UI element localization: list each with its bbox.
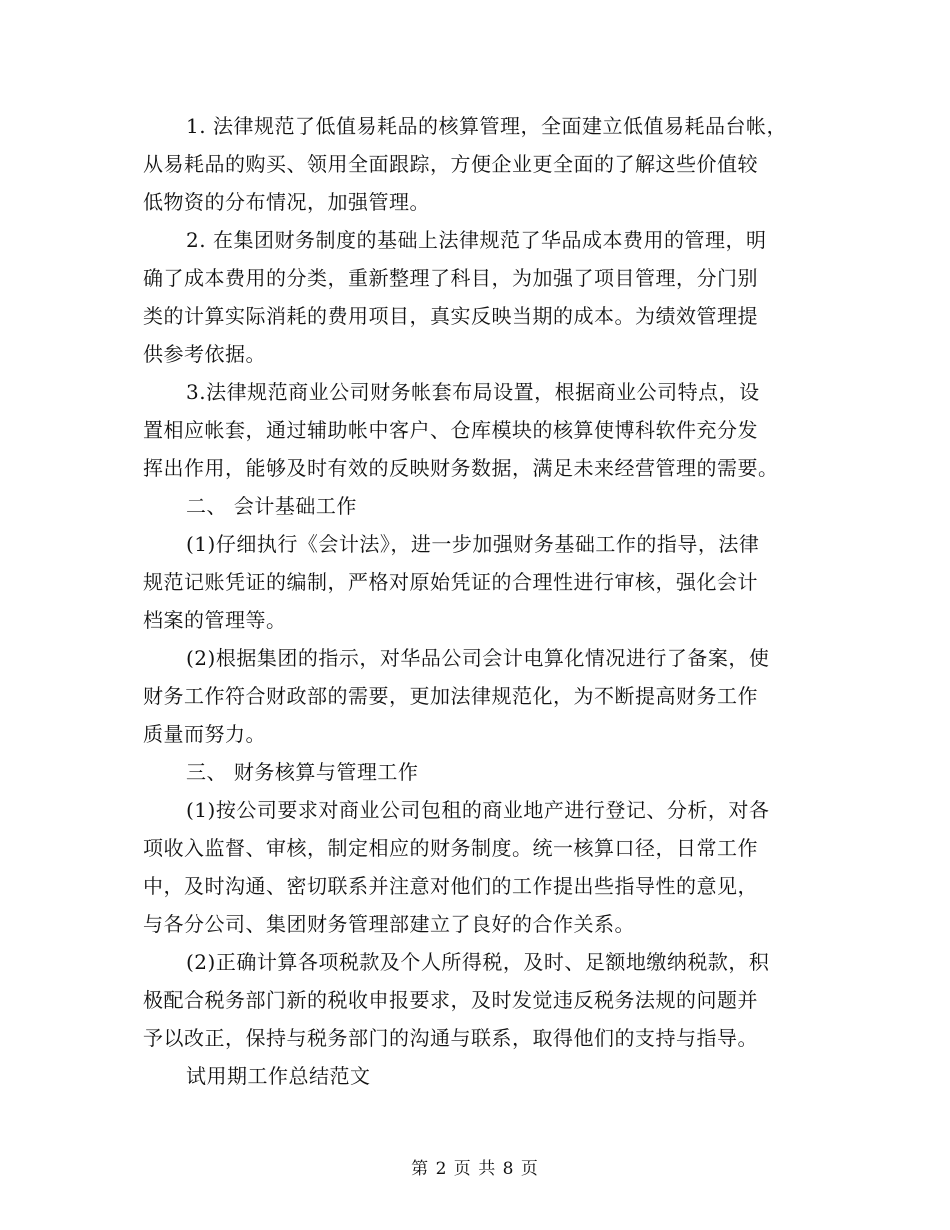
- paragraph-line: 中，及时沟通、密切联系并注意对他们的工作提出些指导性的意见，: [143, 874, 758, 898]
- paragraph-line: (1)仔细执行《会计法》，进一步加强财务基础工作的指导，法律: [186, 532, 760, 556]
- paragraph-line: 1. 法律规范了低值易耗品的核算管理，全面建立低值易耗品台帐，: [186, 114, 787, 138]
- paragraph-line: (2)根据集团的指示，对华品公司会计电算化情况进行了备案，使: [186, 646, 770, 670]
- paragraph-line: 极配合税务部门新的税收申报要求，及时发觉违反税务法规的问题并: [143, 988, 758, 1012]
- paragraph-line: (1)按公司要求对商业公司包租的商业地产进行登记、分析，对各: [186, 798, 770, 822]
- paragraph-line: (2)正确计算各项税款及个人所得税，及时、足额地缴纳税款，积: [186, 950, 770, 974]
- page-number: 第 2 页 共 8 页: [411, 1159, 539, 1179]
- paragraph-line: 与各分公司、集团财务管理部建立了良好的合作关系。: [143, 912, 635, 936]
- paragraph-line: 档案的管理等。: [143, 608, 287, 632]
- paragraph-line: 质量而努力。: [143, 722, 266, 746]
- closing-title: 试用期工作总结范文: [186, 1064, 371, 1088]
- paragraph-line: 挥出作用，能够及时有效的反映财务数据，满足未来经营管理的需要。: [143, 456, 779, 480]
- paragraph-line: 低物资的分布情况，加强管理。: [143, 190, 430, 214]
- section-heading: 二、 会计基础工作: [186, 494, 357, 518]
- section-heading: 三、 财务核算与管理工作: [186, 760, 419, 784]
- paragraph-line: 财务工作符合财政部的需要，更加法律规范化，为不断提高财务工作: [143, 684, 758, 708]
- paragraph-line: 规范记账凭证的编制，严格对原始凭证的合理性进行审核，强化会计: [143, 570, 758, 594]
- paragraph-line: 供参考依据。: [143, 342, 266, 366]
- paragraph-line: 从易耗品的购买、领用全面跟踪，方便企业更全面的了解这些价值较: [143, 152, 758, 176]
- paragraph-line: 确了成本费用的分类，重新整理了科目，为加强了项目管理，分门别: [143, 266, 758, 290]
- paragraph-line: 项收入监督、审核，制定相应的财务制度。统一核算口径，日常工作: [143, 836, 758, 860]
- paragraph-line: 予以改正，保持与税务部门的沟通与联系，取得他们的支持与指导。: [143, 1026, 758, 1050]
- paragraph-line: 3.法律规范商业公司财务帐套布局设置，根据商业公司特点，设: [186, 380, 760, 404]
- paragraph-line: 置相应帐套，通过辅助帐中客户、仓库模块的核算使博科软件充分发: [143, 418, 758, 442]
- paragraph-line: 类的计算实际消耗的费用项目，真实反映当期的成本。为绩效管理提: [143, 304, 758, 328]
- paragraph-line: 2. 在集团财务制度的基础上法律规范了华品成本费用的管理，明: [186, 228, 767, 252]
